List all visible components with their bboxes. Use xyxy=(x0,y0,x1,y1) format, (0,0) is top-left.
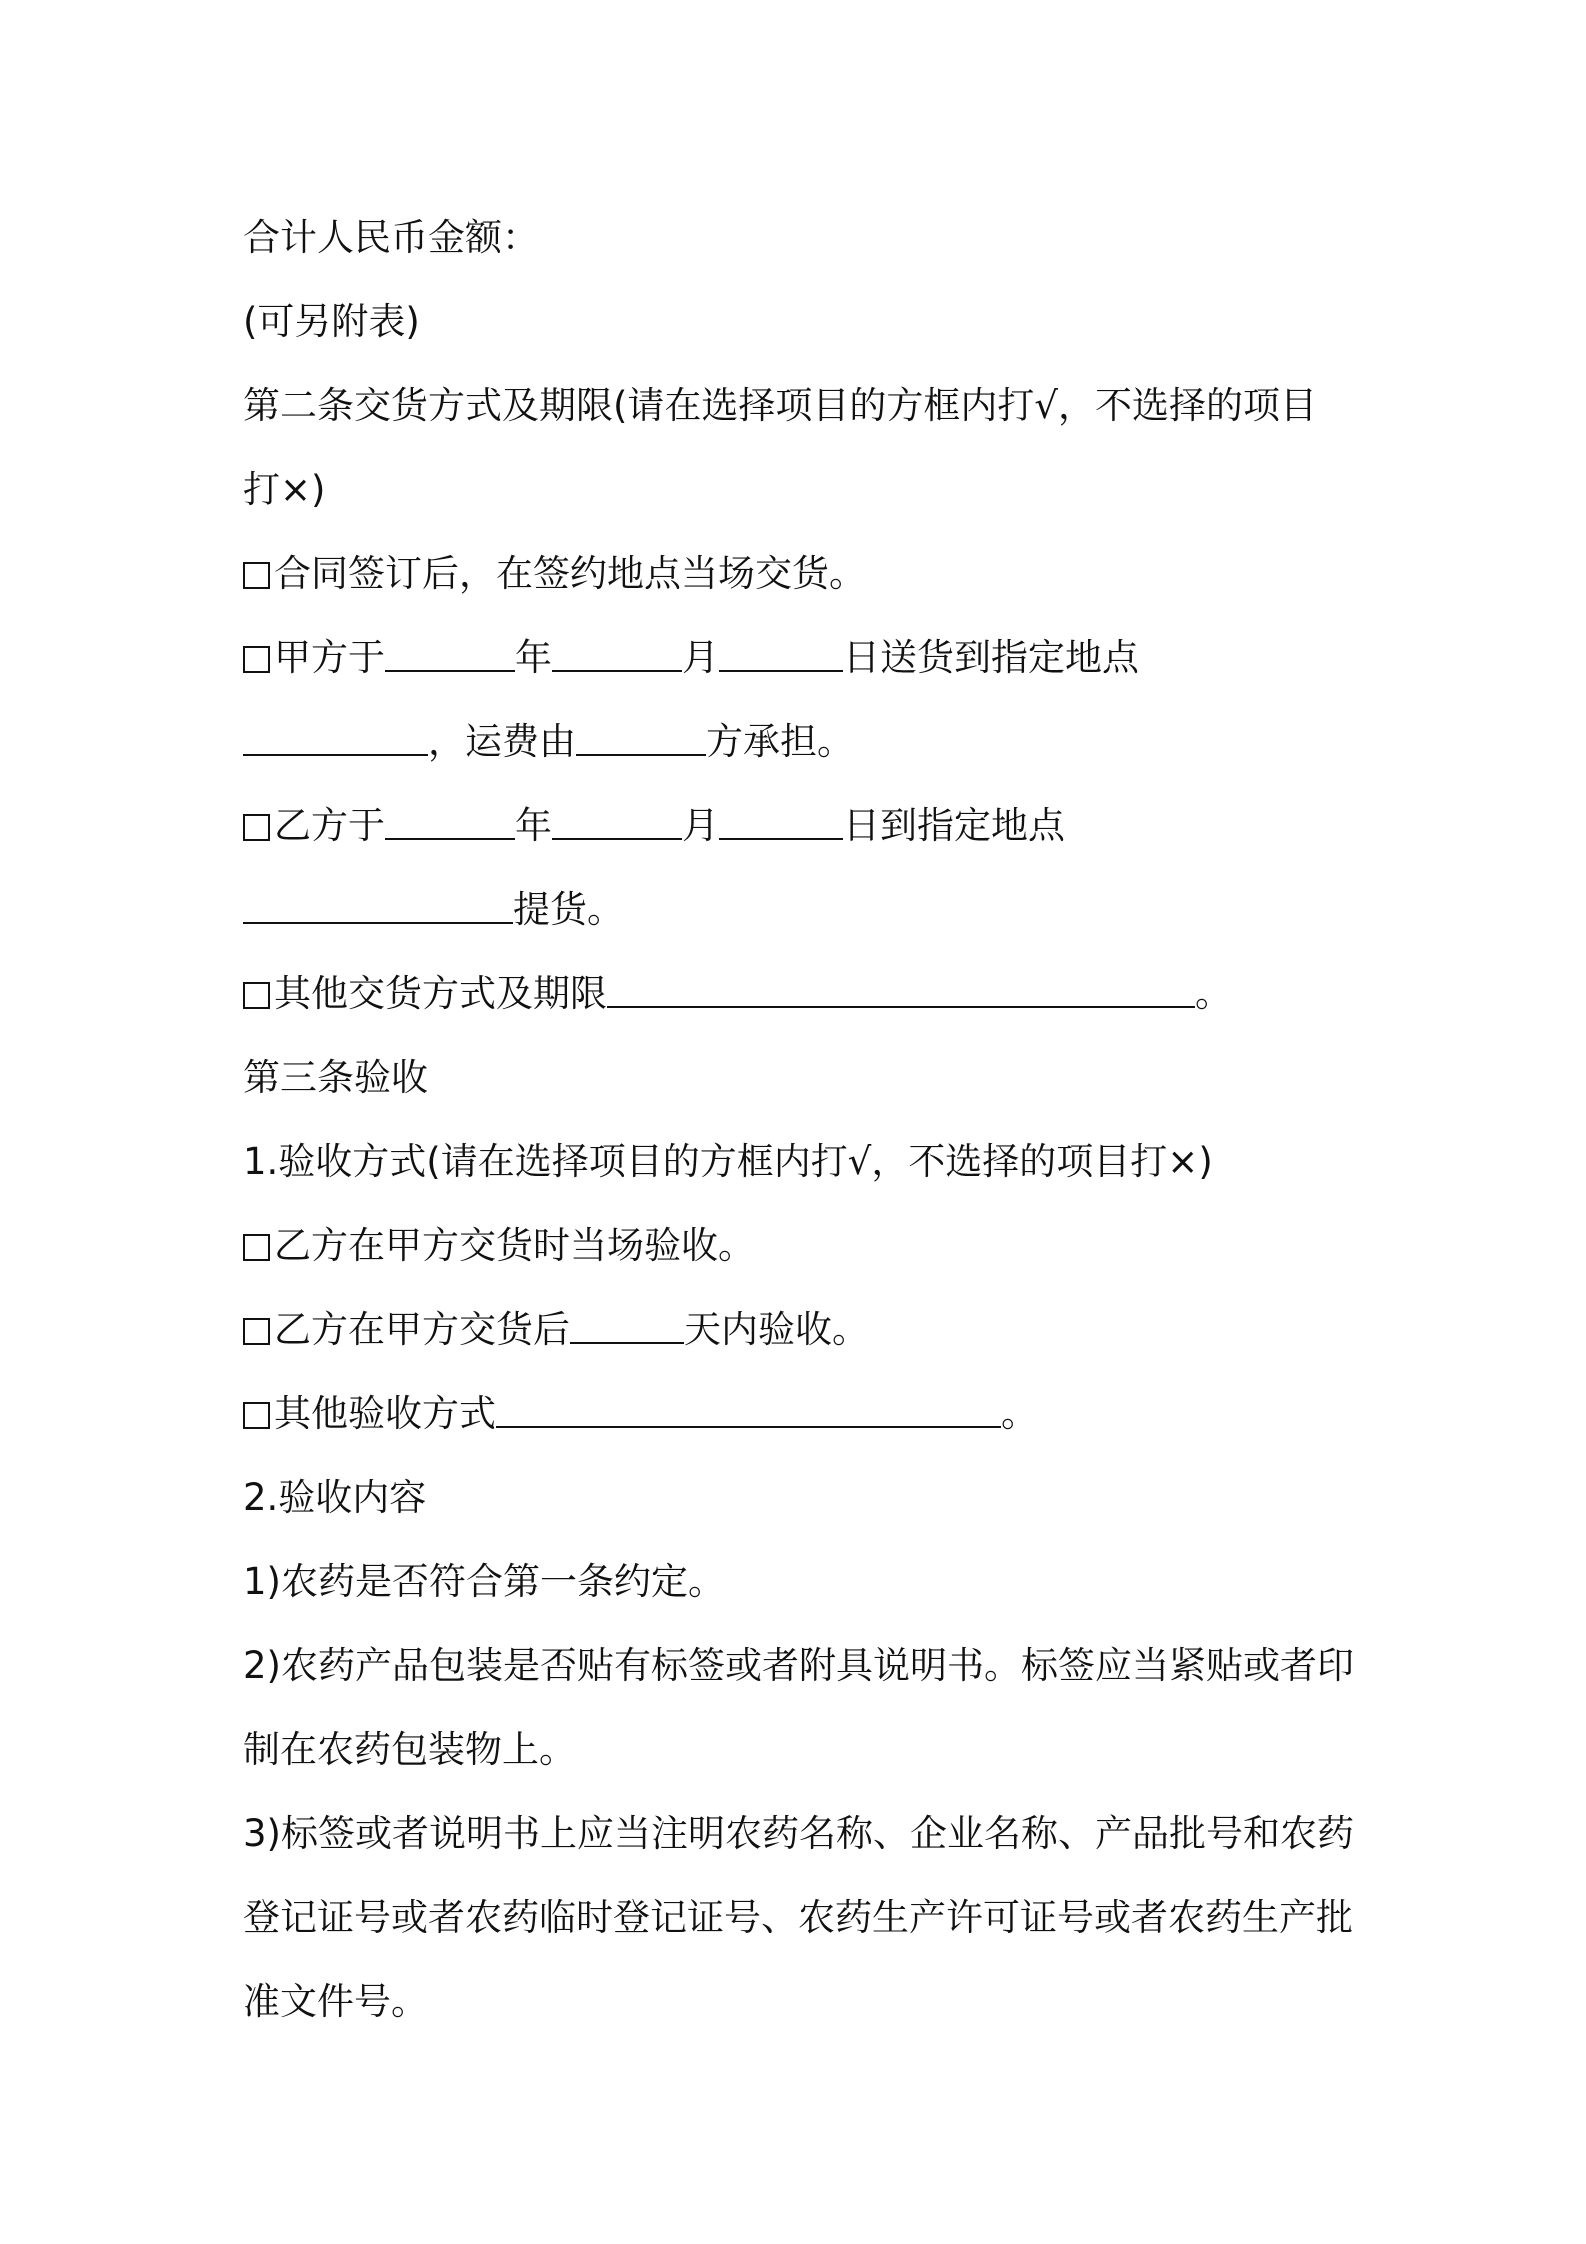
month-label: 月 xyxy=(682,804,719,847)
inspection-content-heading: 2.验收内容 xyxy=(243,1476,427,1519)
blank-party-a-month[interactable] xyxy=(552,640,682,672)
inspection-days-prefix: 乙方在甲方交货后 xyxy=(274,1308,570,1351)
delivery-option-party-b xyxy=(243,784,1353,868)
bear-text: 方承担。 xyxy=(706,720,854,763)
delivery-option-party-b-cont xyxy=(243,868,1353,952)
blank-party-a-location[interactable] xyxy=(243,724,428,756)
inspection-other-suffix: 。 xyxy=(1001,1392,1038,1435)
blank-inspection-other[interactable] xyxy=(496,1396,1001,1428)
party-b-day-text: 日到指定地点 xyxy=(843,804,1065,847)
pickup-text: 提货。 xyxy=(513,888,624,931)
article2-heading: 第二条交货方式及期限(请在选择项目的方框内打√，不选择的项目 xyxy=(243,384,1318,427)
inspection-option-on-site-text: 乙方在甲方交货时当场验收。 xyxy=(274,1224,755,1267)
blank-inspection-days[interactable] xyxy=(570,1312,684,1344)
inspection-method-heading: 1.验收方式(请在选择项目的方框内打√，不选择的项目打×) xyxy=(243,1140,1213,1183)
blank-party-b-location[interactable] xyxy=(243,892,513,924)
party-a-prefix: 甲方于 xyxy=(274,636,385,679)
article2-heading-cont: 打×) xyxy=(243,468,326,511)
blank-delivery-other[interactable] xyxy=(607,976,1195,1008)
checkbox-delivery-on-site[interactable] xyxy=(243,562,270,589)
checkbox-delivery-other[interactable] xyxy=(243,982,270,1009)
delivery-option-party-a-cont xyxy=(243,700,1353,784)
party-a-day-text: 日送货到指定地点 xyxy=(843,636,1139,679)
blank-party-a-day[interactable] xyxy=(719,640,843,672)
document-body xyxy=(243,196,1353,2044)
delivery-option-party-a xyxy=(243,616,1353,700)
article3-heading: 第三条验收 xyxy=(243,1056,428,1099)
inspection-item-3-line-3: 准文件号。 xyxy=(243,1980,428,2023)
inspection-item-3-line-2: 登记证号或者农药临时登记证号、农药生产许可证号或者农药生产批 xyxy=(243,1896,1353,1939)
attach-note-line: (可另附表) xyxy=(243,300,420,343)
blank-party-b-day[interactable] xyxy=(719,808,843,840)
year-label: 年 xyxy=(515,636,552,679)
checkbox-inspection-other[interactable] xyxy=(243,1402,270,1429)
year-label: 年 xyxy=(515,804,552,847)
inspection-days-suffix: 天内验收。 xyxy=(684,1308,869,1351)
inspection-option-other xyxy=(243,1372,1353,1456)
inspection-item-2-line-2: 制在农药包装物上。 xyxy=(243,1728,576,1771)
delivery-other-suffix: 。 xyxy=(1195,972,1232,1015)
checkbox-delivery-party-b[interactable] xyxy=(243,814,270,841)
delivery-option-on-site xyxy=(243,532,1353,616)
blank-freight-party[interactable] xyxy=(576,724,706,756)
inspection-other-prefix: 其他验收方式 xyxy=(274,1392,496,1435)
party-b-prefix: 乙方于 xyxy=(274,804,385,847)
inspection-option-days xyxy=(243,1288,1353,1372)
inspection-item-2-line-1: 2)农药产品包装是否贴有标签或者附具说明书。标签应当紧贴或者印 xyxy=(243,1644,1354,1687)
total-amount-line: 合计人民币金额： xyxy=(243,216,539,259)
checkbox-inspection-days[interactable] xyxy=(243,1318,270,1345)
inspection-option-on-site xyxy=(243,1204,1353,1288)
month-label: 月 xyxy=(682,636,719,679)
checkbox-delivery-party-a[interactable] xyxy=(243,646,270,673)
checkbox-inspection-on-site[interactable] xyxy=(243,1234,270,1261)
blank-party-a-year[interactable] xyxy=(385,640,515,672)
delivery-other-prefix: 其他交货方式及期限 xyxy=(274,972,607,1015)
freight-text: ，运费由 xyxy=(428,720,576,763)
inspection-item-1: 1)农药是否符合第一条约定。 xyxy=(243,1560,725,1603)
blank-party-b-month[interactable] xyxy=(552,808,682,840)
inspection-item-3-line-1: 3)标签或者说明书上应当注明农药名称、企业名称、产品批号和农药 xyxy=(243,1812,1354,1855)
delivery-option-on-site-text: 合同签订后，在签约地点当场交货。 xyxy=(274,552,866,595)
blank-party-b-year[interactable] xyxy=(385,808,515,840)
delivery-option-other xyxy=(243,952,1353,1036)
